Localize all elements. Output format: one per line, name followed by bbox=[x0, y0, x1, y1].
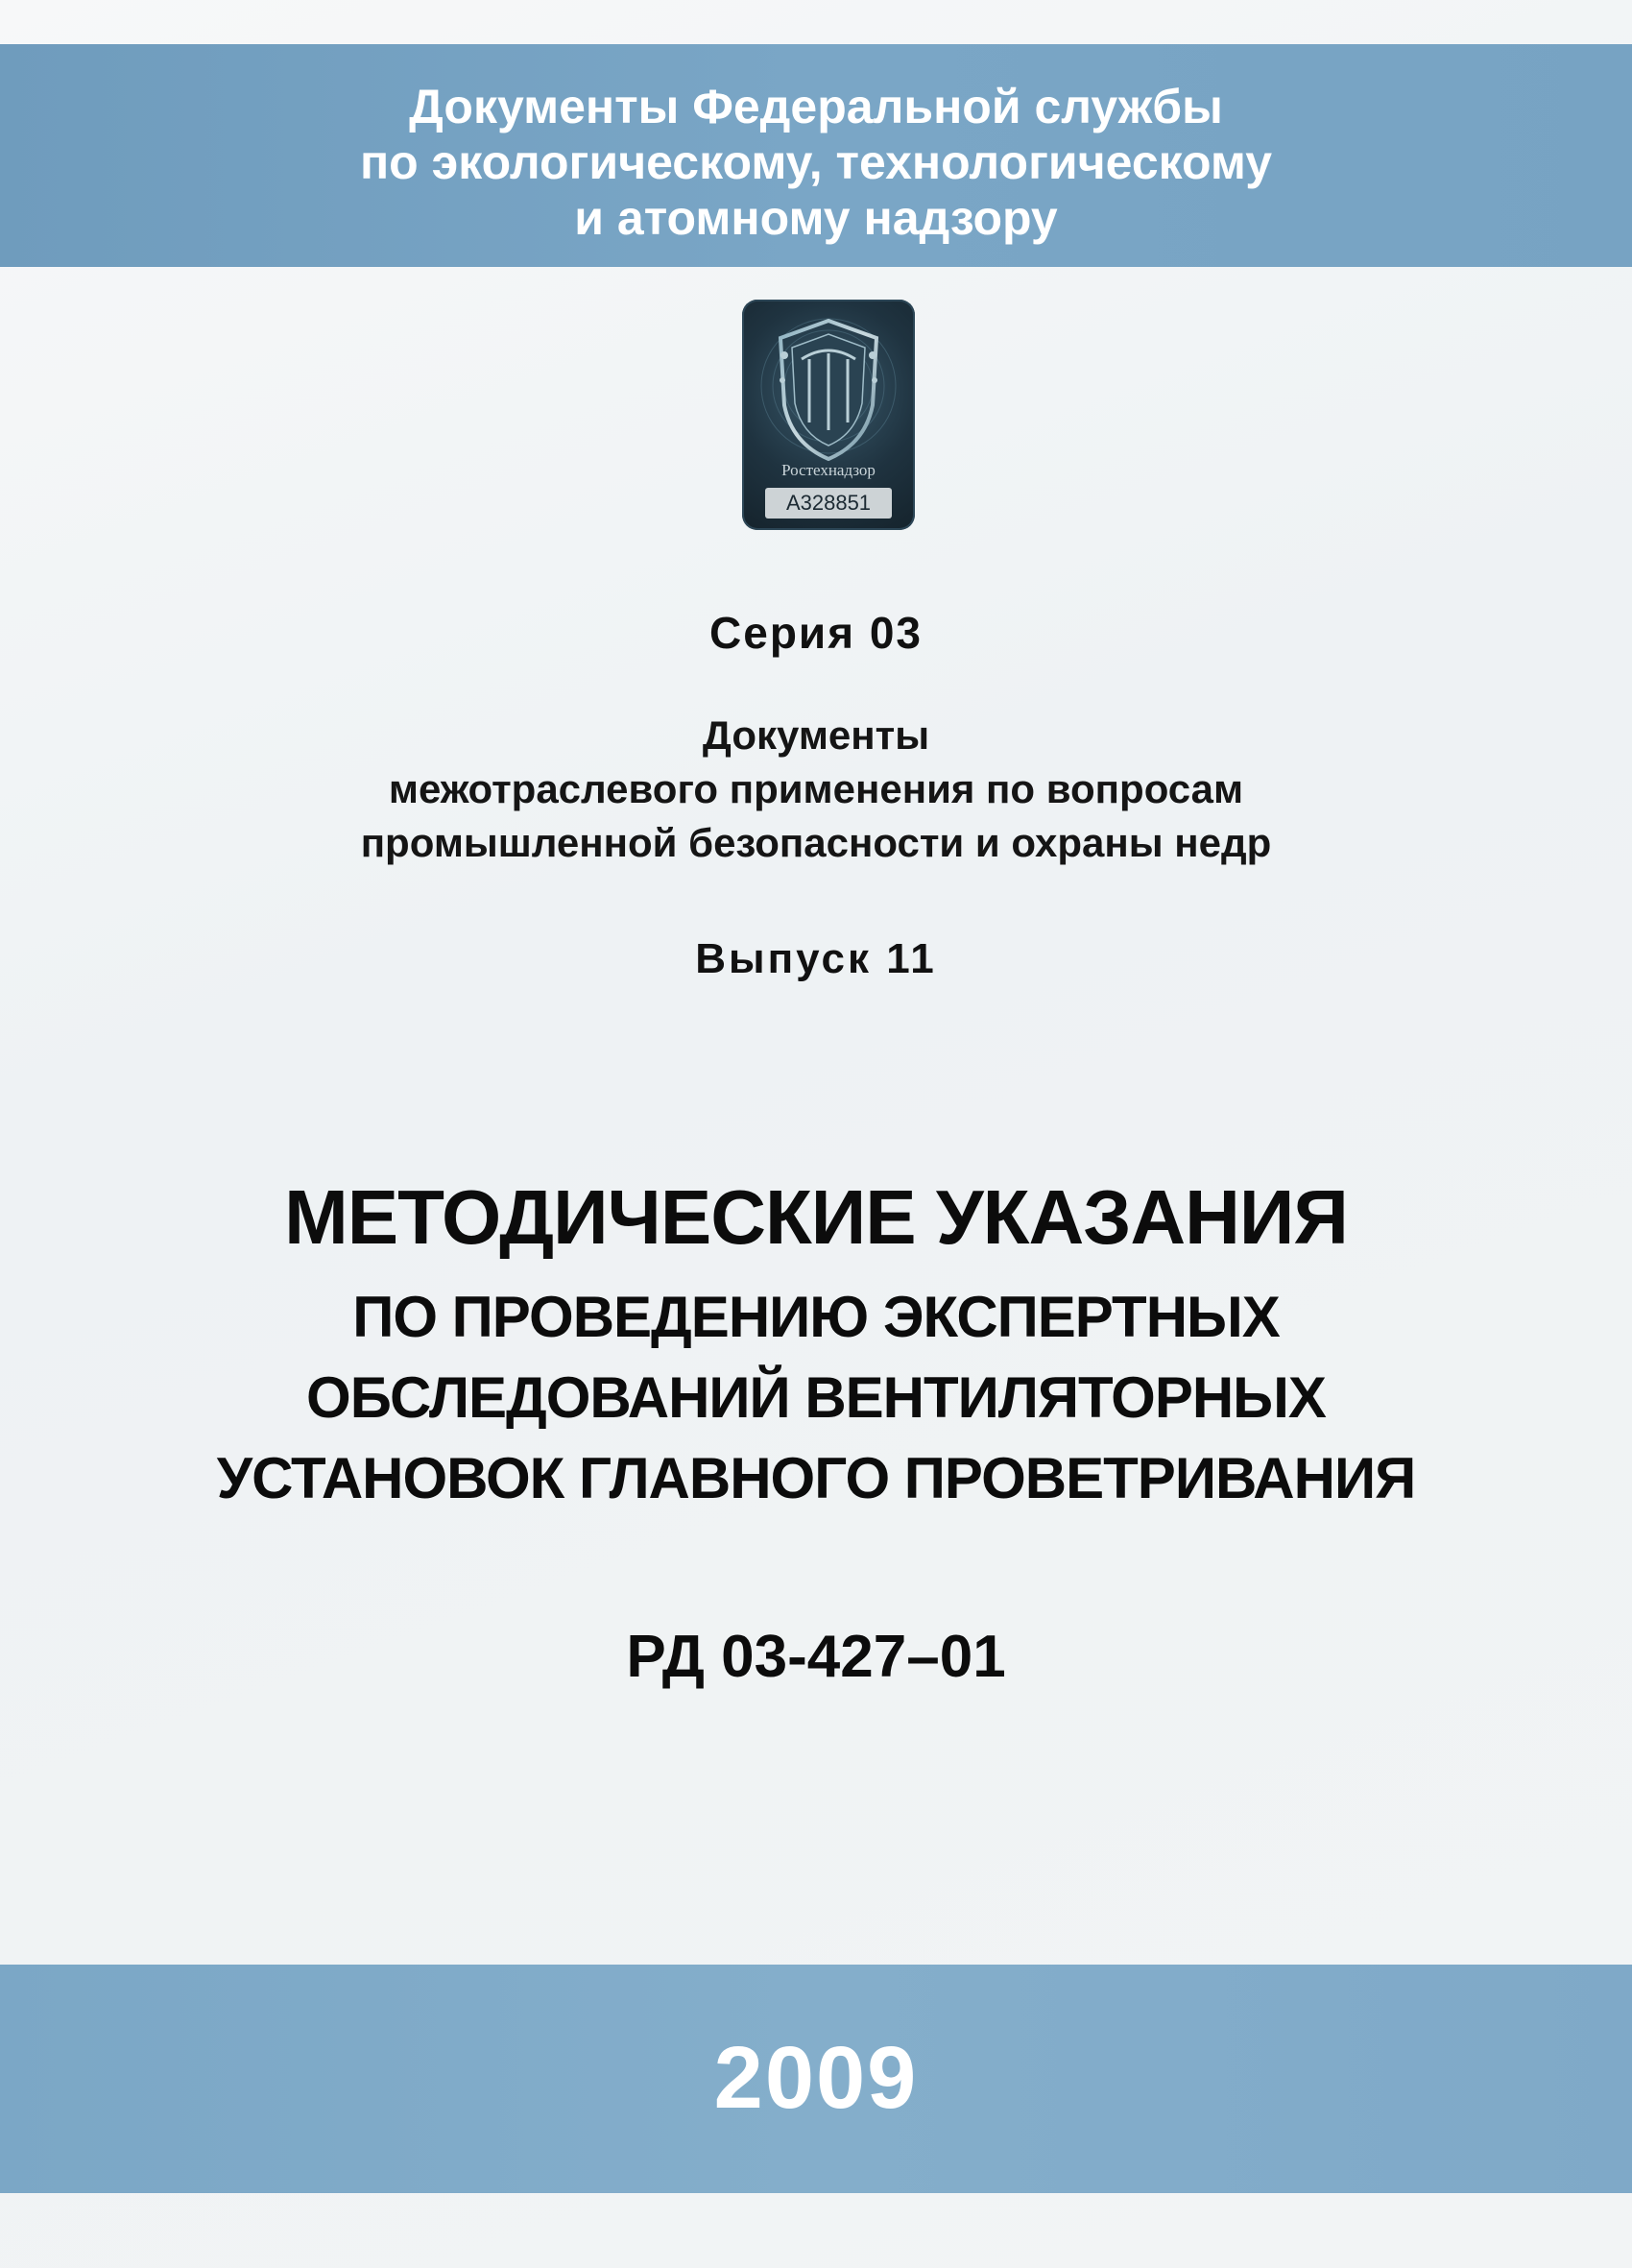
series-description-line: промышленной безопасности и охраны недр bbox=[360, 820, 1272, 865]
hologram-serial-number: A328851 bbox=[765, 488, 892, 519]
hologram-sticker bbox=[742, 300, 915, 530]
publisher-header bbox=[0, 79, 1632, 246]
series-description bbox=[0, 709, 1632, 870]
subtitle-line: ПО ПРОВЕДЕНИЮ ЭКСПЕРТНЫХ bbox=[352, 1285, 1280, 1349]
publication-year: 2009 bbox=[713, 2029, 919, 2127]
document-code: РД 03-427–01 bbox=[626, 1624, 1006, 1690]
document-title: МЕТОДИЧЕСКИЕ УКАЗАНИЯ bbox=[284, 1174, 1348, 1260]
subtitle-line: УСТАНОВОК ГЛАВНОГО ПРОВЕТРИВАНИЯ bbox=[216, 1446, 1416, 1510]
header-line: Документы Федеральной службы bbox=[409, 80, 1223, 133]
header-line: по экологическому, технологическому bbox=[359, 135, 1273, 189]
issue-label: Выпуск 11 bbox=[695, 935, 937, 982]
series-description-line: Документы bbox=[702, 712, 930, 758]
subtitle-line: ОБСЛЕДОВАНИЙ ВЕНТИЛЯТОРНЫХ bbox=[306, 1365, 1326, 1430]
header-line: и атомному надзору bbox=[574, 191, 1058, 245]
series-label: Серия 03 bbox=[709, 608, 923, 658]
hologram-caption: Ростехнадзор bbox=[781, 461, 876, 479]
series-description-line: межотраслевого применения по вопросам bbox=[388, 766, 1244, 811]
document-subtitle bbox=[0, 1277, 1632, 1519]
